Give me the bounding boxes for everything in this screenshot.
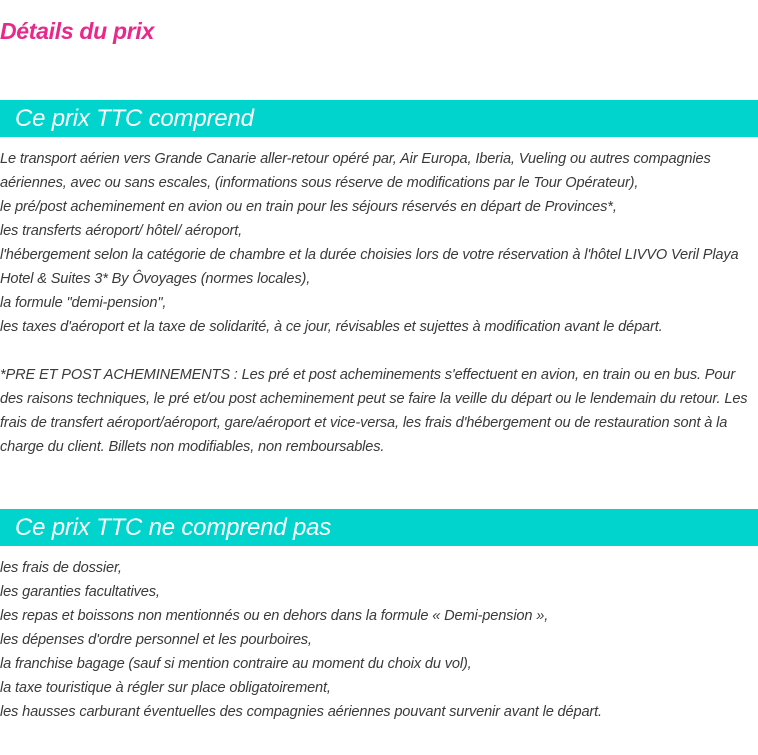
- included-item: l'hébergement selon la catégorie de chambre et la durée choisies lors de votre réservation à l'hôtel LIVVO Veril Playa Hotel & Suites 3* By Ôvoyages (normes locales),: [0, 247, 739, 287]
- excluded-item: les frais de dossier,: [0, 560, 122, 576]
- pre-post-note: *PRE ET POST ACHEMINEMENTS : Les pré et post acheminements s'effectuent en avion, en train ou en bus. Pour des raisons techniques, le pré et/ou post acheminement peut se faire la veille du départ ou le lendemain du retour. Les frais de transfert aéroport/aéroport, gare/aéroport et vice-versa, les frais d'hébergement ou de restauration sont à la charge du client. Billets non modifiables, non remboursables.: [0, 367, 748, 455]
- excluded-item: la franchise bagage (sauf si mention contraire au moment du choix du vol),: [0, 656, 472, 672]
- included-section-body: [0, 147, 752, 459]
- excluded-item: les dépenses d'ordre personnel et les pourboires,: [0, 632, 312, 648]
- included-item: les transferts aéroport/ hôtel/ aéroport,: [0, 223, 243, 239]
- excluded-item: les hausses carburant éventuelles des compagnies aériennes pouvant survenir avant le départ.: [0, 704, 602, 720]
- page-title: Détails du prix: [0, 18, 154, 44]
- excluded-section-header: Ce prix TTC ne comprend pas: [0, 509, 758, 546]
- included-item: les taxes d'aéroport et la taxe de solidarité, à ce jour, révisables et sujettes à modification avant le départ.: [0, 319, 663, 335]
- included-section-header: Ce prix TTC comprend: [0, 100, 758, 137]
- excluded-section-body: [0, 556, 752, 724]
- excluded-item: les repas et boissons non mentionnés ou en dehors dans la formule « Demi-pension »,: [0, 608, 549, 624]
- paragraph-spacer: [0, 339, 752, 363]
- included-item: la formule "demi-pension",: [0, 295, 167, 311]
- included-item: Le transport aérien vers Grande Canarie aller-retour opéré par, Air Europa, Iberia, Vueling ou autres compagnies aériennes, avec ou sans escales, (informations sous réserve de modifications par le Tour Opérateur),: [0, 151, 711, 191]
- excluded-item: la taxe touristique à régler sur place obligatoirement,: [0, 680, 331, 696]
- included-item: le pré/post acheminement en avion ou en train pour les séjours réservés en départ de Provinces*,: [0, 199, 617, 215]
- excluded-item: les garanties facultatives,: [0, 584, 160, 600]
